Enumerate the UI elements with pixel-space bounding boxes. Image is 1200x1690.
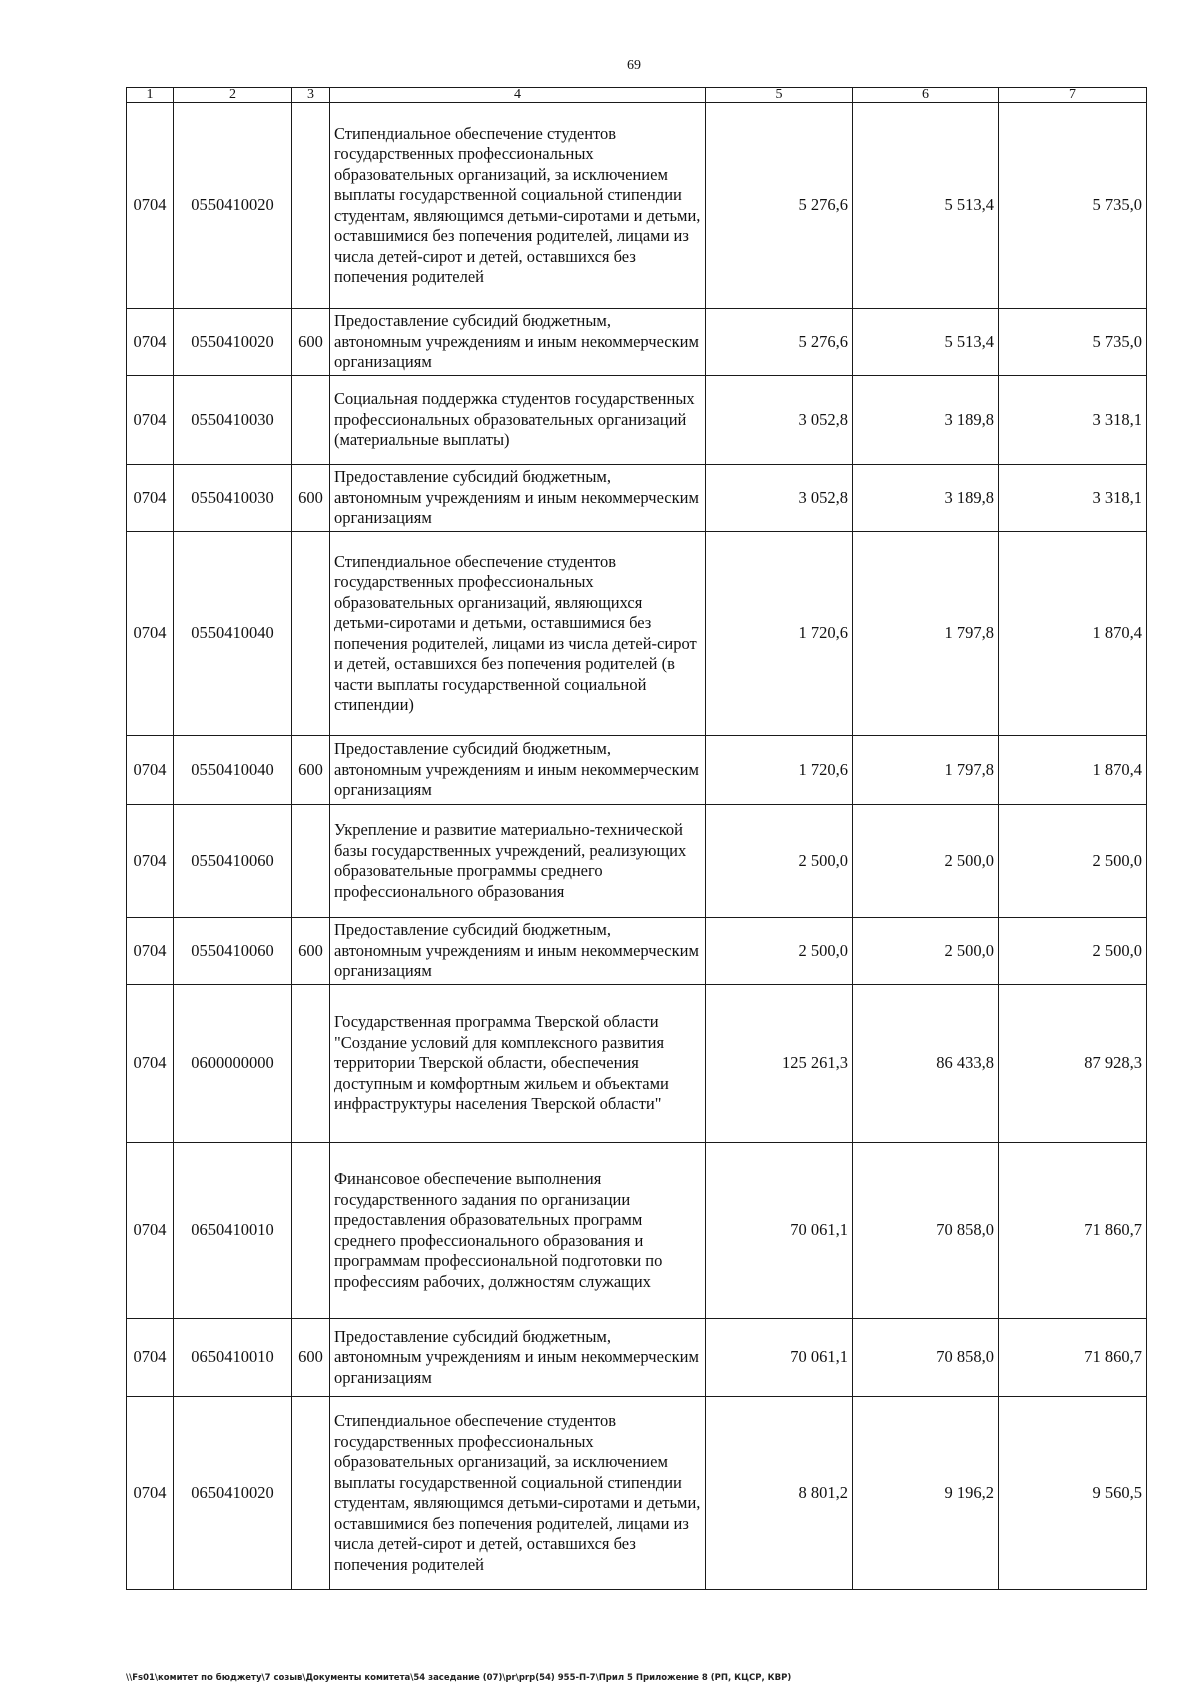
amount-col-5: 1 720,6 <box>706 532 853 736</box>
section-code: 0704 <box>127 1319 174 1397</box>
expense-description: Стипендиальное обеспечение студентов государственных профессиональных образовательных организаций, являющихся детьми-сиротами и детьми, оставшимися без попечения родителей, лицами из числа детей-сирот и детей, оставшихся без попечения родителей (в части выплаты государственной социальной стипендии) <box>330 532 706 736</box>
table-header-row <box>127 88 1147 103</box>
file-path-footer: \\Fs01\комитет по бюджету\7 созыв\Документы комитета\54 заседание (07)\pr\prp(54) 955-П-7\Прил 5 Приложение 8 (РП, КЦСР, КВР) <box>126 1673 792 1683</box>
column-header: 2 <box>174 88 292 103</box>
amount-col-7: 5 735,0 <box>999 309 1147 376</box>
amount-col-5: 2 500,0 <box>706 918 853 985</box>
table-row <box>127 1397 1147 1590</box>
table-row <box>127 1319 1147 1397</box>
amount-col-6: 3 189,8 <box>853 376 999 465</box>
amount-col-6: 1 797,8 <box>853 736 999 805</box>
target-article-code: 0550410020 <box>174 103 292 309</box>
section-code: 0704 <box>127 103 174 309</box>
expense-description: Стипендиальное обеспечение студентов государственных профессиональных образовательных организаций, за исключением выплаты государственной социальной стипендии студентам, являющимся детьми-сиротами и детьми, оставшимися без попечения родителей, лицами из числа детей-сирот и детей, оставшихся без попечения родителей <box>330 1397 706 1590</box>
table-row <box>127 985 1147 1143</box>
amount-col-6: 70 858,0 <box>853 1143 999 1319</box>
table-row <box>127 309 1147 376</box>
section-code: 0704 <box>127 736 174 805</box>
section-code: 0704 <box>127 532 174 736</box>
amount-col-7: 9 560,5 <box>999 1397 1147 1590</box>
amount-col-6: 2 500,0 <box>853 918 999 985</box>
amount-col-5: 2 500,0 <box>706 805 853 918</box>
target-article-code: 0650410010 <box>174 1143 292 1319</box>
amount-col-6: 9 196,2 <box>853 1397 999 1590</box>
target-article-code: 0550410030 <box>174 376 292 465</box>
section-code: 0704 <box>127 805 174 918</box>
section-code: 0704 <box>127 465 174 532</box>
amount-col-5: 5 276,6 <box>706 103 853 309</box>
amount-col-7: 1 870,4 <box>999 736 1147 805</box>
page-number: 69 <box>627 58 641 73</box>
section-code: 0704 <box>127 1397 174 1590</box>
column-header: 4 <box>330 88 706 103</box>
expense-description: Предоставление субсидий бюджетным, автономным учреждениям и иным некоммерческим организациям <box>330 736 706 805</box>
target-article-code: 0550410060 <box>174 805 292 918</box>
column-header: 3 <box>292 88 330 103</box>
target-article-code: 0550410020 <box>174 309 292 376</box>
expense-description: Предоставление субсидий бюджетным, автономным учреждениям и иным некоммерческим организациям <box>330 309 706 376</box>
expense-description: Финансовое обеспечение выполнения государственного задания по организации предоставления образовательных программ среднего профессионального образования и программам профессиональной подготовки по профессиям рабочих, должностям служащих <box>330 1143 706 1319</box>
amount-col-7: 71 860,7 <box>999 1319 1147 1397</box>
expense-type-code <box>292 1397 330 1590</box>
amount-col-7: 71 860,7 <box>999 1143 1147 1319</box>
target-article-code: 0650410010 <box>174 1319 292 1397</box>
amount-col-5: 125 261,3 <box>706 985 853 1143</box>
expense-type-code: 600 <box>292 918 330 985</box>
amount-col-7: 5 735,0 <box>999 103 1147 309</box>
amount-col-6: 5 513,4 <box>853 309 999 376</box>
amount-col-6: 70 858,0 <box>853 1319 999 1397</box>
amount-col-5: 3 052,8 <box>706 376 853 465</box>
expense-type-code: 600 <box>292 309 330 376</box>
amount-col-6: 3 189,8 <box>853 465 999 532</box>
amount-col-5: 3 052,8 <box>706 465 853 532</box>
expense-type-code: 600 <box>292 736 330 805</box>
table-row <box>127 532 1147 736</box>
table-row <box>127 805 1147 918</box>
section-code: 0704 <box>127 376 174 465</box>
section-code: 0704 <box>127 985 174 1143</box>
amount-col-7: 2 500,0 <box>999 918 1147 985</box>
expense-type-code <box>292 985 330 1143</box>
expense-description: Предоставление субсидий бюджетным, автономным учреждениям и иным некоммерческим организациям <box>330 465 706 532</box>
amount-col-7: 1 870,4 <box>999 532 1147 736</box>
target-article-code: 0550410030 <box>174 465 292 532</box>
target-article-code: 0550410060 <box>174 918 292 985</box>
expense-type-code <box>292 376 330 465</box>
expense-description: Предоставление субсидий бюджетным, автономным учреждениям и иным некоммерческим организациям <box>330 918 706 985</box>
amount-col-5: 70 061,1 <box>706 1319 853 1397</box>
expense-description: Государственная программа Тверской области "Создание условий для комплексного развития территории Тверской области, обеспечения доступным и комфортным жильем и объектами инфраструктуры населения Тверской области" <box>330 985 706 1143</box>
amount-col-6: 5 513,4 <box>853 103 999 309</box>
amount-col-5: 8 801,2 <box>706 1397 853 1590</box>
amount-col-7: 3 318,1 <box>999 376 1147 465</box>
expense-type-code <box>292 103 330 309</box>
target-article-code: 0600000000 <box>174 985 292 1143</box>
table-row <box>127 103 1147 309</box>
expense-type-code <box>292 805 330 918</box>
amount-col-5: 70 061,1 <box>706 1143 853 1319</box>
amount-col-5: 1 720,6 <box>706 736 853 805</box>
table-row <box>127 918 1147 985</box>
amount-col-7: 3 318,1 <box>999 465 1147 532</box>
expense-description: Предоставление субсидий бюджетным, автономным учреждениям и иным некоммерческим организациям <box>330 1319 706 1397</box>
column-header: 5 <box>706 88 853 103</box>
expense-type-code <box>292 1143 330 1319</box>
expense-description: Укрепление и развитие материально-технической базы государственных учреждений, реализующих образовательные программы среднего профессионального образования <box>330 805 706 918</box>
section-code: 0704 <box>127 309 174 376</box>
amount-col-6: 2 500,0 <box>853 805 999 918</box>
table-row <box>127 1143 1147 1319</box>
target-article-code: 0550410040 <box>174 736 292 805</box>
table-row <box>127 376 1147 465</box>
expense-type-code <box>292 532 330 736</box>
table-row <box>127 465 1147 532</box>
amount-col-7: 2 500,0 <box>999 805 1147 918</box>
amount-col-6: 86 433,8 <box>853 985 999 1143</box>
column-header: 7 <box>999 88 1147 103</box>
expense-description: Стипендиальное обеспечение студентов государственных профессиональных образовательных организаций, за исключением выплаты государственной социальной стипендии студентам, являющимся детьми-сиротами и детьми, оставшимися без попечения родителей, лицами из числа детей-сирот и детей, оставшихся без попечения родителей <box>330 103 706 309</box>
amount-col-7: 87 928,3 <box>999 985 1147 1143</box>
target-article-code: 0650410020 <box>174 1397 292 1590</box>
expense-type-code: 600 <box>292 465 330 532</box>
amount-col-6: 1 797,8 <box>853 532 999 736</box>
expense-description: Социальная поддержка студентов государственных профессиональных образовательных организаций (материальные выплаты) <box>330 376 706 465</box>
target-article-code: 0550410040 <box>174 532 292 736</box>
column-header: 6 <box>853 88 999 103</box>
column-header: 1 <box>127 88 174 103</box>
section-code: 0704 <box>127 918 174 985</box>
section-code: 0704 <box>127 1143 174 1319</box>
table-row <box>127 736 1147 805</box>
expense-type-code: 600 <box>292 1319 330 1397</box>
budget-table <box>126 87 1147 1590</box>
amount-col-5: 5 276,6 <box>706 309 853 376</box>
